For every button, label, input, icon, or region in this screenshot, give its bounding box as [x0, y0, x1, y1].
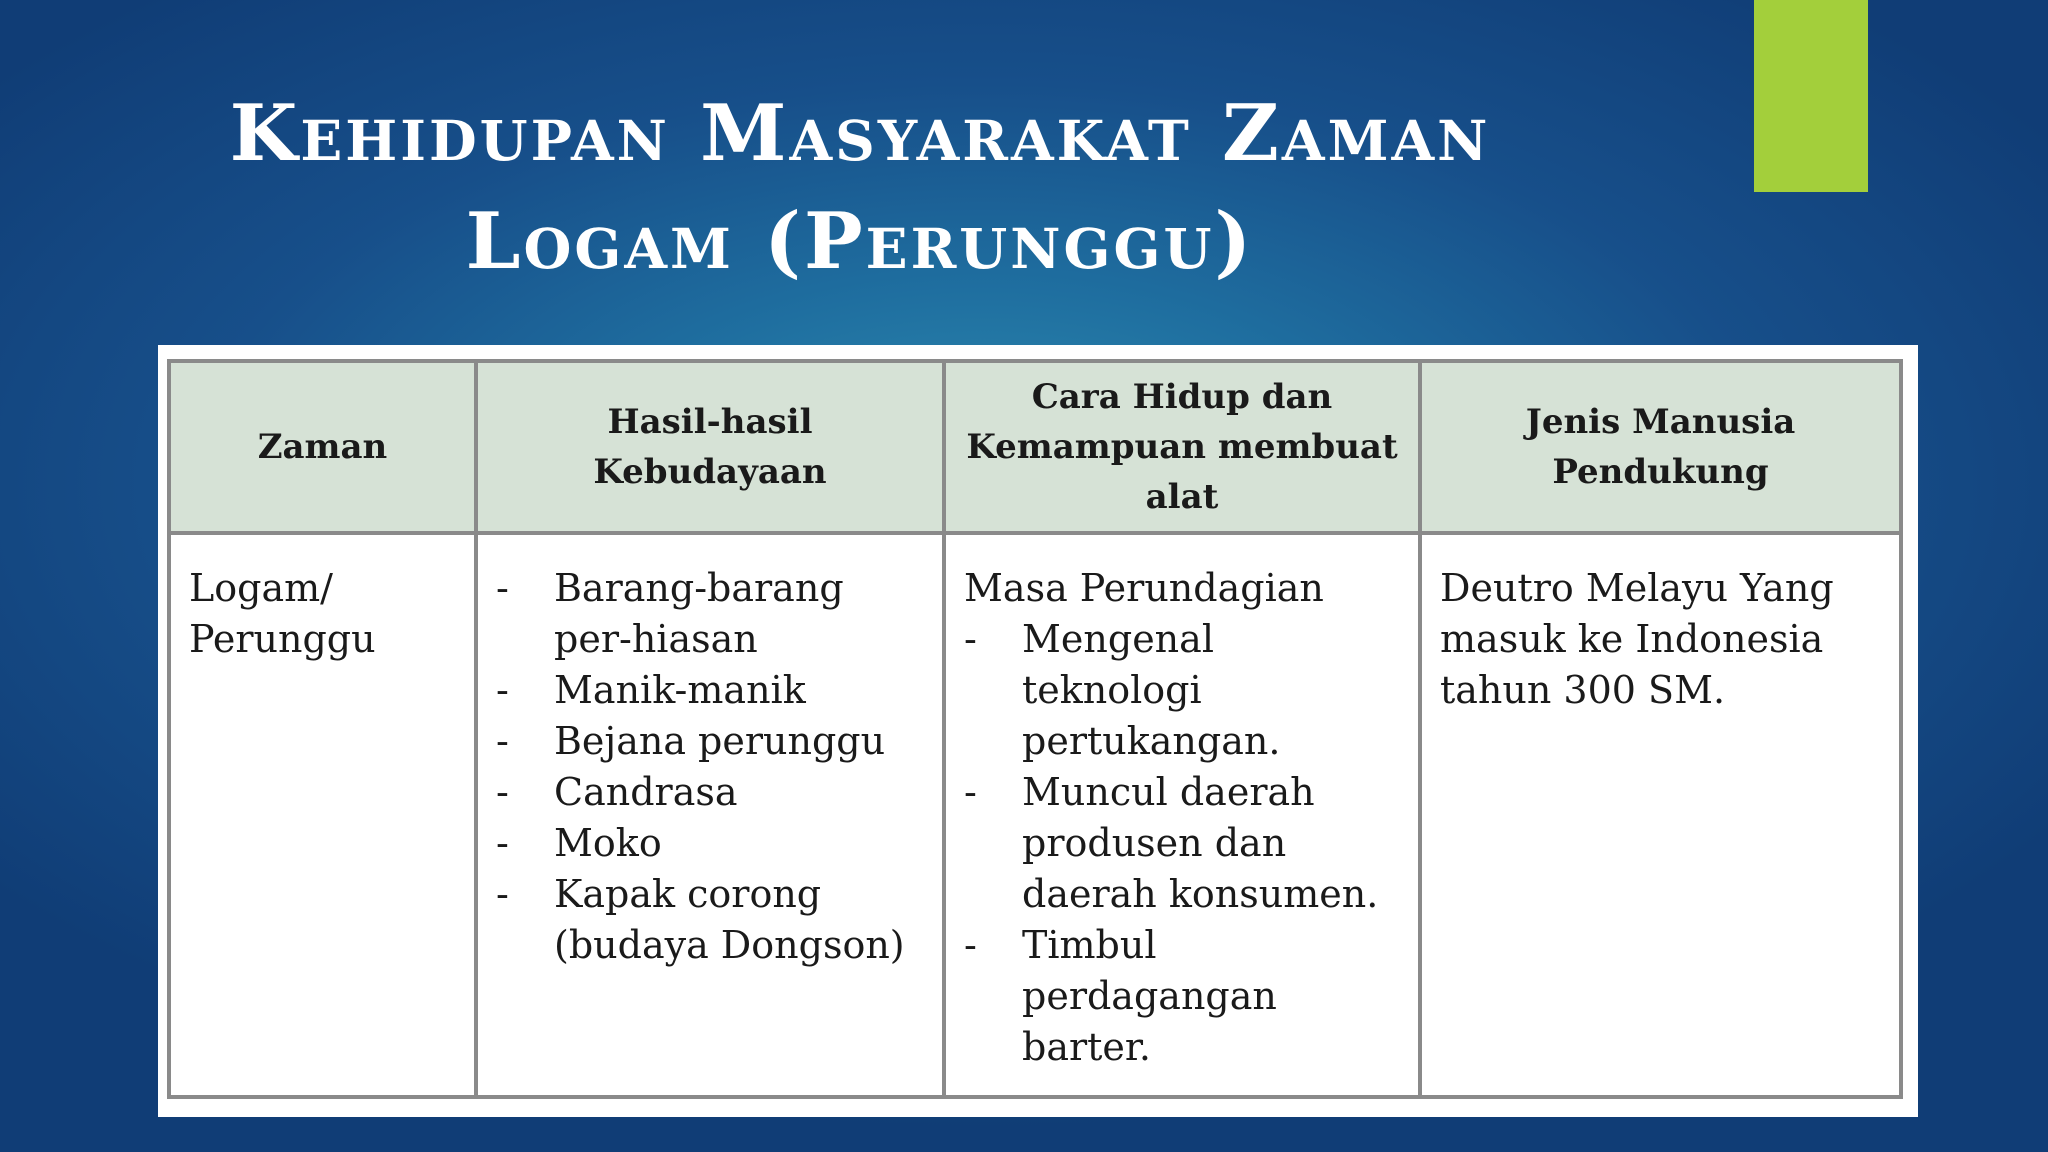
slide-title-line-2: Logam (Perunggu) [465, 196, 1255, 287]
header-zaman: Zaman [169, 361, 476, 533]
cell-cara-hidup [944, 533, 1420, 1097]
table-header-row [169, 361, 1901, 533]
accent-block [1754, 0, 1868, 192]
list-item: - Timbul perdagangan barter. [964, 920, 1400, 1073]
cara-hidup-list [964, 614, 1400, 1073]
jenis-manusia-value: Deutro Melayu Yang masuk ke Indonesia tahun 300 SM. [1440, 566, 1834, 712]
list-item: - Muncul daerah produsen dan daerah konsumen. [964, 767, 1400, 920]
cara-hidup-intro: Masa Perundagian [964, 566, 1324, 610]
culture-table [167, 359, 1903, 1099]
list-item: - Bejana perunggu [496, 716, 924, 767]
header-jenis-manusia: Jenis Manusia Pendukung [1420, 361, 1901, 533]
header-cara-hidup: Cara Hidup dan Kemampuan membuat alat [944, 361, 1420, 533]
zaman-value: Logam/ Perunggu [189, 566, 376, 661]
header-hasil-kebudayaan: Hasil-hasil Kebudayaan [476, 361, 944, 533]
table-frame [158, 345, 1918, 1117]
hasil-kebudayaan-list [496, 563, 924, 971]
cell-jenis-manusia [1420, 533, 1901, 1097]
list-item: - Manik-manik [496, 665, 924, 716]
list-item: - Barang-barang per-hiasan [496, 563, 924, 665]
table-row [169, 533, 1901, 1097]
list-item: - Candrasa [496, 767, 924, 818]
cell-hasil-kebudayaan [476, 533, 944, 1097]
slide-title [190, 80, 1530, 296]
list-item: - Mengenal teknologi pertukangan. [964, 614, 1400, 767]
list-item: - Moko [496, 818, 924, 869]
list-item: - Kapak corong (budaya Dongson) [496, 869, 924, 971]
slide-title-line-1: Kehidupan Masyarakat Zaman [229, 88, 1491, 179]
cell-zaman [169, 533, 476, 1097]
